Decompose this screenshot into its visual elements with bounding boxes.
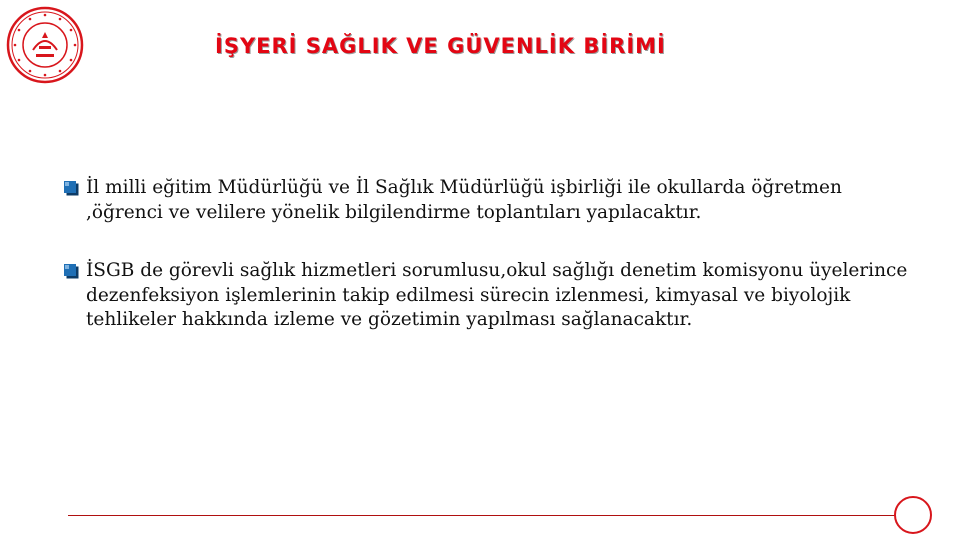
footer-circle-icon [894,496,932,534]
page-title: İŞYERİ SAĞLIK VE GÜVENLİK BİRİMİ [215,34,666,58]
ministry-seal-icon [6,6,84,84]
list-item [64,176,924,225]
list-item-text: İSGB de görevli sağlık hizmetleri sorumlusu,okul sağlığı denetim komisyonu üyelerince dezenfeksiyon işlemlerinin takip edilmesi sürecin izlenmesi, kimyasal ve biyolojik tehlikeler hakkında izleme ve gözetimin yapılması sağlanacaktır. [86,260,908,330]
checkbox-bullet-icon [64,181,79,196]
list-item [64,259,924,333]
bullet-list [64,176,924,367]
footer-divider [68,515,896,516]
list-item-text: İl milli eğitim Müdürlüğü ve İl Sağlık Müdürlüğü işbirliği ile okullarda öğretmen ,öğrenci ve velilere yönelik bilgilendirme toplantıları yapılacaktır. [86,177,842,223]
checkbox-bullet-icon [64,264,79,279]
